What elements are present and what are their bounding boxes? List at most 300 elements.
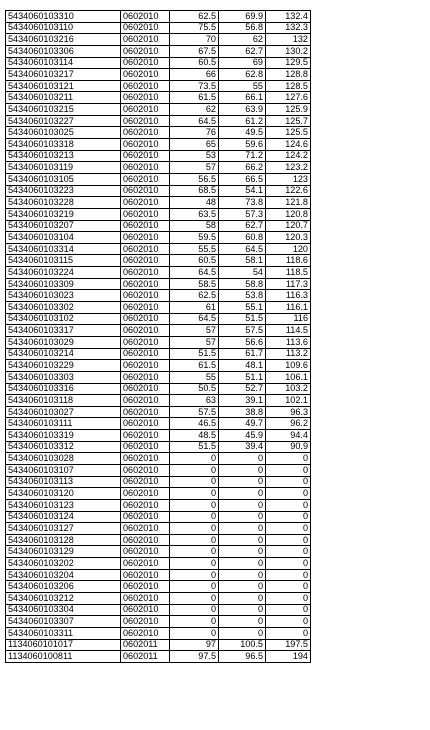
- code-cell: 0602010: [121, 336, 170, 348]
- code-cell: 0602010: [121, 569, 170, 581]
- score-a-cell: 63: [170, 395, 219, 407]
- empty-cell: [311, 406, 376, 418]
- empty-cell: [311, 104, 376, 116]
- score-a-cell: 58: [170, 220, 219, 232]
- total-cell: 124.2: [266, 150, 311, 162]
- id-cell: 5434060103124: [6, 511, 121, 523]
- id-cell: 5434060103028: [6, 453, 121, 465]
- empty-cell: [311, 11, 376, 23]
- code-cell: 0602010: [121, 34, 170, 46]
- score-a-cell: 57: [170, 336, 219, 348]
- table-row: [6, 115, 376, 127]
- id-cell: 5434060103307: [6, 616, 121, 628]
- total-cell: 132.4: [266, 11, 311, 23]
- table-row: [6, 406, 376, 418]
- code-cell: 0602010: [121, 220, 170, 232]
- empty-cell: [311, 348, 376, 360]
- empty-cell: [311, 325, 376, 337]
- empty-cell: [311, 115, 376, 127]
- id-cell: 5434060103311: [6, 627, 121, 639]
- table-row: [6, 616, 376, 628]
- id-cell: 5434060103316: [6, 383, 121, 395]
- id-cell: 5434060103211: [6, 92, 121, 104]
- total-cell: 96.2: [266, 418, 311, 430]
- id-cell: 5434060103025: [6, 127, 121, 139]
- table-row: [6, 243, 376, 255]
- score-b-cell: 0: [219, 593, 266, 605]
- table-row: [6, 523, 376, 535]
- table-row: [6, 92, 376, 104]
- score-b-cell: 66.2: [219, 162, 266, 174]
- empty-cell: [311, 383, 376, 395]
- empty-cell: [311, 22, 376, 34]
- score-a-cell: 48.5: [170, 430, 219, 442]
- code-cell: 0602010: [121, 197, 170, 209]
- score-b-cell: 71.2: [219, 150, 266, 162]
- total-cell: 113.6: [266, 336, 311, 348]
- score-a-cell: 70: [170, 34, 219, 46]
- total-cell: 0: [266, 453, 311, 465]
- code-cell: 0602010: [121, 45, 170, 57]
- score-a-cell: 0: [170, 499, 219, 511]
- empty-cell: [311, 45, 376, 57]
- code-cell: 0602010: [121, 92, 170, 104]
- score-b-cell: 56.8: [219, 22, 266, 34]
- id-cell: 5434060103027: [6, 406, 121, 418]
- code-cell: 0602010: [121, 430, 170, 442]
- score-a-cell: 51.5: [170, 441, 219, 453]
- empty-cell: [311, 80, 376, 92]
- total-cell: 120.7: [266, 220, 311, 232]
- id-cell: 5434060103119: [6, 162, 121, 174]
- code-cell: 0602010: [121, 267, 170, 279]
- id-cell: 5434060103217: [6, 69, 121, 81]
- empty-cell: [311, 581, 376, 593]
- table-row: [6, 488, 376, 500]
- empty-cell: [311, 302, 376, 314]
- table-row: [6, 476, 376, 488]
- total-cell: 194: [266, 651, 311, 663]
- id-cell: 5434060103204: [6, 569, 121, 581]
- score-a-cell: 62.5: [170, 290, 219, 302]
- total-cell: 90.9: [266, 441, 311, 453]
- empty-cell: [311, 232, 376, 244]
- code-cell: 0602010: [121, 360, 170, 372]
- code-cell: 0602010: [121, 581, 170, 593]
- code-cell: 0602010: [121, 499, 170, 511]
- id-cell: 5434060103102: [6, 313, 121, 325]
- table-row: [6, 267, 376, 279]
- code-cell: 0602010: [121, 453, 170, 465]
- total-cell: 0: [266, 604, 311, 616]
- empty-cell: [311, 92, 376, 104]
- score-a-cell: 51.5: [170, 348, 219, 360]
- code-cell: 0602010: [121, 22, 170, 34]
- score-a-cell: 57: [170, 162, 219, 174]
- id-cell: 5434060103114: [6, 57, 121, 69]
- table-row: [6, 639, 376, 651]
- score-a-cell: 0: [170, 558, 219, 570]
- empty-cell: [311, 499, 376, 511]
- score-a-cell: 50.5: [170, 383, 219, 395]
- score-a-cell: 64.5: [170, 115, 219, 127]
- total-cell: 96.3: [266, 406, 311, 418]
- score-b-cell: 39.1: [219, 395, 266, 407]
- score-a-cell: 62.5: [170, 11, 219, 23]
- empty-cell: [311, 546, 376, 558]
- empty-cell: [311, 651, 376, 663]
- score-a-cell: 0: [170, 534, 219, 546]
- table-row: [6, 464, 376, 476]
- score-b-cell: 61.2: [219, 115, 266, 127]
- code-cell: 0602010: [121, 278, 170, 290]
- score-a-cell: 76: [170, 127, 219, 139]
- total-cell: 124.6: [266, 139, 311, 151]
- total-cell: 0: [266, 499, 311, 511]
- score-a-cell: 63.5: [170, 208, 219, 220]
- id-cell: 5434060103202: [6, 558, 121, 570]
- score-a-cell: 60.5: [170, 255, 219, 267]
- score-a-cell: 59.5: [170, 232, 219, 244]
- total-cell: 120.3: [266, 232, 311, 244]
- score-a-cell: 0: [170, 464, 219, 476]
- code-cell: 0602010: [121, 418, 170, 430]
- total-cell: 0: [266, 511, 311, 523]
- score-a-cell: 0: [170, 581, 219, 593]
- empty-cell: [311, 430, 376, 442]
- id-cell: 1134060100811: [6, 651, 121, 663]
- empty-cell: [311, 57, 376, 69]
- empty-cell: [311, 453, 376, 465]
- code-cell: 0602010: [121, 558, 170, 570]
- score-b-cell: 0: [219, 523, 266, 535]
- id-cell: 5434060103110: [6, 22, 121, 34]
- total-cell: 0: [266, 534, 311, 546]
- score-a-cell: 0: [170, 569, 219, 581]
- score-a-cell: 56.5: [170, 173, 219, 185]
- score-a-cell: 0: [170, 453, 219, 465]
- table-row: [6, 627, 376, 639]
- id-cell: 5434060103306: [6, 45, 121, 57]
- score-table: [5, 10, 376, 663]
- code-cell: 0602010: [121, 476, 170, 488]
- code-cell: 0602010: [121, 325, 170, 337]
- score-b-cell: 49.5: [219, 127, 266, 139]
- score-b-cell: 62.7: [219, 45, 266, 57]
- table-row: [6, 208, 376, 220]
- score-a-cell: 55.5: [170, 243, 219, 255]
- total-cell: 128.5: [266, 80, 311, 92]
- total-cell: 127.6: [266, 92, 311, 104]
- score-b-cell: 58.1: [219, 255, 266, 267]
- total-cell: 0: [266, 558, 311, 570]
- empty-cell: [311, 267, 376, 279]
- score-b-cell: 100.5: [219, 639, 266, 651]
- empty-cell: [311, 127, 376, 139]
- id-cell: 5434060103303: [6, 371, 121, 383]
- score-b-cell: 64.5: [219, 243, 266, 255]
- score-b-cell: 96.5: [219, 651, 266, 663]
- score-b-cell: 0: [219, 499, 266, 511]
- code-cell: 0602010: [121, 115, 170, 127]
- score-a-cell: 48: [170, 197, 219, 209]
- total-cell: 0: [266, 627, 311, 639]
- empty-cell: [311, 418, 376, 430]
- code-cell: 0602010: [121, 546, 170, 558]
- code-cell: 0602010: [121, 511, 170, 523]
- code-cell: 0602010: [121, 371, 170, 383]
- score-b-cell: 51.1: [219, 371, 266, 383]
- empty-cell: [311, 185, 376, 197]
- score-b-cell: 62: [219, 34, 266, 46]
- score-b-cell: 0: [219, 558, 266, 570]
- empty-cell: [311, 639, 376, 651]
- table-row: [6, 162, 376, 174]
- table-row: [6, 139, 376, 151]
- score-a-cell: 97.5: [170, 651, 219, 663]
- score-a-cell: 0: [170, 476, 219, 488]
- id-cell: 5434060103207: [6, 220, 121, 232]
- id-cell: 5434060103318: [6, 139, 121, 151]
- total-cell: 122.6: [266, 185, 311, 197]
- code-cell: 0602010: [121, 255, 170, 267]
- code-cell: 0602011: [121, 651, 170, 663]
- total-cell: 132: [266, 34, 311, 46]
- id-cell: 5434060103115: [6, 255, 121, 267]
- code-cell: 0602010: [121, 627, 170, 639]
- total-cell: 103.2: [266, 383, 311, 395]
- table-row: [6, 45, 376, 57]
- id-cell: 5434060103228: [6, 197, 121, 209]
- empty-cell: [311, 290, 376, 302]
- code-cell: 0602010: [121, 185, 170, 197]
- score-a-cell: 0: [170, 593, 219, 605]
- total-cell: 121.8: [266, 197, 311, 209]
- total-cell: 109.6: [266, 360, 311, 372]
- code-cell: 0602010: [121, 11, 170, 23]
- score-a-cell: 57.5: [170, 406, 219, 418]
- code-cell: 0602010: [121, 150, 170, 162]
- score-a-cell: 0: [170, 627, 219, 639]
- score-b-cell: 0: [219, 604, 266, 616]
- score-table-body: [6, 11, 376, 663]
- code-cell: 0602010: [121, 302, 170, 314]
- total-cell: 0: [266, 593, 311, 605]
- score-b-cell: 62.8: [219, 69, 266, 81]
- total-cell: 130.2: [266, 45, 311, 57]
- table-row: [6, 173, 376, 185]
- score-a-cell: 0: [170, 511, 219, 523]
- id-cell: 5434060103129: [6, 546, 121, 558]
- score-b-cell: 45.9: [219, 430, 266, 442]
- code-cell: 0602010: [121, 488, 170, 500]
- score-a-cell: 53: [170, 150, 219, 162]
- code-cell: 0602010: [121, 604, 170, 616]
- code-cell: 0602010: [121, 441, 170, 453]
- id-cell: 5434060103310: [6, 11, 121, 23]
- score-a-cell: 75.5: [170, 22, 219, 34]
- score-b-cell: 66.5: [219, 173, 266, 185]
- total-cell: 0: [266, 616, 311, 628]
- total-cell: 125.7: [266, 115, 311, 127]
- total-cell: 197.5: [266, 639, 311, 651]
- code-cell: 0602010: [121, 80, 170, 92]
- id-cell: 5434060103312: [6, 441, 121, 453]
- table-row: [6, 651, 376, 663]
- score-b-cell: 58.8: [219, 278, 266, 290]
- score-a-cell: 0: [170, 546, 219, 558]
- table-row: [6, 511, 376, 523]
- score-a-cell: 58.5: [170, 278, 219, 290]
- score-a-cell: 61: [170, 302, 219, 314]
- score-b-cell: 52.7: [219, 383, 266, 395]
- score-a-cell: 61.5: [170, 360, 219, 372]
- code-cell: 0602010: [121, 208, 170, 220]
- code-cell: 0602010: [121, 69, 170, 81]
- code-cell: 0602010: [121, 616, 170, 628]
- code-cell: 0602010: [121, 593, 170, 605]
- code-cell: 0602010: [121, 395, 170, 407]
- score-a-cell: 55: [170, 371, 219, 383]
- table-row: [6, 336, 376, 348]
- id-cell: 5434060103224: [6, 267, 121, 279]
- empty-cell: [311, 627, 376, 639]
- score-b-cell: 69.9: [219, 11, 266, 23]
- empty-cell: [311, 371, 376, 383]
- id-cell: 5434060103111: [6, 418, 121, 430]
- empty-cell: [311, 197, 376, 209]
- score-a-cell: 62: [170, 104, 219, 116]
- empty-cell: [311, 476, 376, 488]
- id-cell: 1134060101017: [6, 639, 121, 651]
- score-a-cell: 0: [170, 616, 219, 628]
- score-b-cell: 55.1: [219, 302, 266, 314]
- id-cell: 5434060103304: [6, 604, 121, 616]
- score-a-cell: 60.5: [170, 57, 219, 69]
- total-cell: 106.1: [266, 371, 311, 383]
- score-b-cell: 60.8: [219, 232, 266, 244]
- score-b-cell: 49.7: [219, 418, 266, 430]
- total-cell: 118.5: [266, 267, 311, 279]
- score-b-cell: 59.6: [219, 139, 266, 151]
- id-cell: 5434060103227: [6, 115, 121, 127]
- table-row: [6, 290, 376, 302]
- code-cell: 0602010: [121, 464, 170, 476]
- score-b-cell: 51.5: [219, 313, 266, 325]
- empty-cell: [311, 162, 376, 174]
- table-row: [6, 80, 376, 92]
- id-cell: 5434060103215: [6, 104, 121, 116]
- score-a-cell: 57: [170, 325, 219, 337]
- score-b-cell: 0: [219, 453, 266, 465]
- score-b-cell: 48.1: [219, 360, 266, 372]
- empty-cell: [311, 604, 376, 616]
- code-cell: 0602010: [121, 290, 170, 302]
- empty-cell: [311, 593, 376, 605]
- code-cell: 0602010: [121, 406, 170, 418]
- empty-cell: [311, 441, 376, 453]
- table-row: [6, 418, 376, 430]
- code-cell: 0602011: [121, 639, 170, 651]
- id-cell: 5434060103023: [6, 290, 121, 302]
- score-a-cell: 46.5: [170, 418, 219, 430]
- table-row: [6, 302, 376, 314]
- score-b-cell: 0: [219, 534, 266, 546]
- empty-cell: [311, 534, 376, 546]
- empty-cell: [311, 34, 376, 46]
- table-row: [6, 325, 376, 337]
- table-row: [6, 360, 376, 372]
- score-b-cell: 57.3: [219, 208, 266, 220]
- table-row: [6, 127, 376, 139]
- id-cell: 5434060103104: [6, 232, 121, 244]
- id-cell: 5434060103029: [6, 336, 121, 348]
- score-b-cell: 39.4: [219, 441, 266, 453]
- code-cell: 0602010: [121, 348, 170, 360]
- total-cell: 116: [266, 313, 311, 325]
- table-row: [6, 22, 376, 34]
- total-cell: 114.5: [266, 325, 311, 337]
- table-row: [6, 593, 376, 605]
- table-row: [6, 197, 376, 209]
- score-a-cell: 64.5: [170, 267, 219, 279]
- total-cell: 0: [266, 464, 311, 476]
- score-a-cell: 0: [170, 488, 219, 500]
- table-row: [6, 453, 376, 465]
- id-cell: 5434060103214: [6, 348, 121, 360]
- table-row: [6, 534, 376, 546]
- total-cell: 125.5: [266, 127, 311, 139]
- table-row: [6, 604, 376, 616]
- empty-cell: [311, 360, 376, 372]
- table-row: [6, 232, 376, 244]
- table-row: [6, 255, 376, 267]
- total-cell: 0: [266, 476, 311, 488]
- total-cell: 120.8: [266, 208, 311, 220]
- total-cell: 117.3: [266, 278, 311, 290]
- score-a-cell: 73.5: [170, 80, 219, 92]
- total-cell: 0: [266, 523, 311, 535]
- empty-cell: [311, 278, 376, 290]
- code-cell: 0602010: [121, 173, 170, 185]
- id-cell: 5434060103216: [6, 34, 121, 46]
- id-cell: 5434060103120: [6, 488, 121, 500]
- id-cell: 5434060103317: [6, 325, 121, 337]
- empty-cell: [311, 558, 376, 570]
- score-b-cell: 73.8: [219, 197, 266, 209]
- total-cell: 118.6: [266, 255, 311, 267]
- score-a-cell: 61.5: [170, 92, 219, 104]
- code-cell: 0602010: [121, 139, 170, 151]
- code-cell: 0602010: [121, 232, 170, 244]
- id-cell: 5434060103121: [6, 80, 121, 92]
- total-cell: 123: [266, 173, 311, 185]
- id-cell: 5434060103123: [6, 499, 121, 511]
- code-cell: 0602010: [121, 127, 170, 139]
- total-cell: 125.9: [266, 104, 311, 116]
- total-cell: 128.8: [266, 69, 311, 81]
- score-a-cell: 67.5: [170, 45, 219, 57]
- total-cell: 129.5: [266, 57, 311, 69]
- empty-cell: [311, 569, 376, 581]
- id-cell: 5434060103213: [6, 150, 121, 162]
- empty-cell: [311, 616, 376, 628]
- code-cell: 0602010: [121, 243, 170, 255]
- code-cell: 0602010: [121, 162, 170, 174]
- score-b-cell: 57.5: [219, 325, 266, 337]
- id-cell: 5434060103107: [6, 464, 121, 476]
- empty-cell: [311, 243, 376, 255]
